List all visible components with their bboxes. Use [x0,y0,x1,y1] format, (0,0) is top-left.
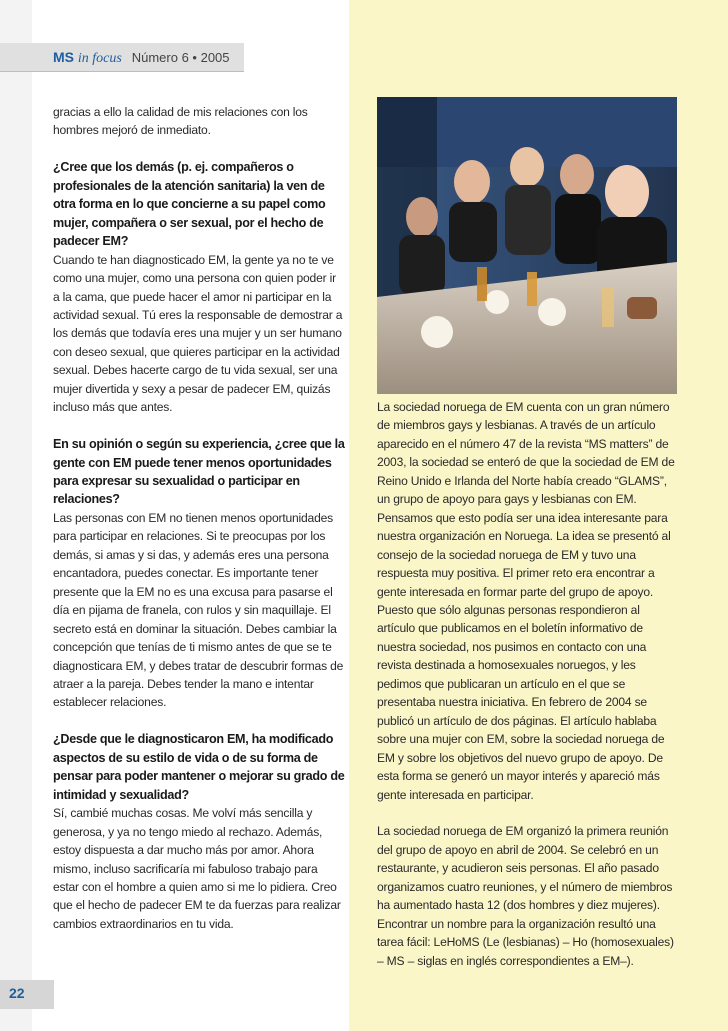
question-3: ¿Desde que le diagnosticaron EM, ha modificado aspectos de su estilo de vida o de su forma de pensar para poder mantener o mejorar su grado de intimidad y sexualidad? [53,732,345,802]
page-number: 22 [9,985,25,1001]
brand-subtitle: in focus [77,51,122,66]
right-column [377,398,679,988]
group-photo-icon [377,97,677,394]
question-1: ¿Cree que los demás (p. ej. compañeros o profesionales de la atención sanitaria) la ven de otra forma en lo que concierne a su papel como mujer, compañera o ser sexual, por el hecho de padecer EM? [53,160,326,249]
qa-block-1 [53,158,345,416]
group-photo [377,97,677,394]
intro-paragraph: gracias a ello la calidad de mis relaciones con los hombres mejoró de inmediato. [53,105,308,138]
left-margin-band [0,0,32,1031]
issue-label: Número 6 • 2005 [131,50,230,65]
question-2: En su opinión o según su experiencia, ¿cree que la gente con EM puede tener menos oportunidades para expresar su sexualidad o participar en relaciones? [53,437,345,507]
brand-name: MS [53,49,74,65]
running-header [53,49,230,67]
qa-block-2 [53,435,345,712]
right-paragraph-2: La sociedad noruega de EM organizó la primera reunión del grupo de apoyo en abril de 2004. Se celebró en un restaurante, y acudieron seis personas. El año pasado organizamos cuatro reuniones, y el número de miembros ha aumentado hasta 12 (dos hombres y diez mujeres). Encontrar un nombre para la organización resultó una tarea fácil: LeHoMS (Le (lesbianas) – Ho (homosexuales) – MS – siglas en inglés correspondientes a EM–). [377,824,674,968]
answer-2: Las personas con EM no tienen menos oportunidades para participar en relaciones. Si te preocupas por los demás, si amas y si das, y además eres una persona encantadora, puedes conectar. Es importante tener presente que la EM no es una excusa para pasarse el día en pijama de franela, con rulos y sin maquillaje. El secreto está en dominar la situación. Debes cambiar la concepción que tenías de ti mismo antes de que se te diagnosticara EM, y debes tratar de descubrir formas de atraer a la pareja. Debes tender la mano e intentar establecer relaciones. [53,510,344,710]
left-column [53,103,345,952]
right-paragraph-1: La sociedad noruega de EM cuenta con un gran número de miembros gays y lesbianas. A través de un artículo aparecido en el número 47 de la revista “MS matters” de 2003, la sociedad se enteró de que la sociedad de EM de Reino Unido e Irlanda del Norte había creado “GLAMS”, un grupo de apoyo para gays y lesbianas con EM. Pensamos que esto podía ser una idea interesante para nuestra organización en Noruega. La idea se presentó al consejo de la sociedad noruega de EM y tuvo una respuesta muy positiva. El primer reto era encontrar a gente interesada en formar parte del grupo de apoyo. Puesto que sólo algunas personas respondieron al artículo que publicamos en el boletín informativo de nuestra sociedad, nos pusimos en contacto con una revista destinada a homosexuales noruegos, y les pedimos que publicaran un artículo en el que se presentaba nuestra iniciativa. En febrero de 2004 se publicó un artículo de dos páginas. El artículo hablaba sobre una mujer con EM, sobre la sociedad noruega de EM y sobre los objetivos del nuevo grupo de apoyo. De esta forma se generó un mayor interés y apareció más gente interesada en participar. [377,400,675,802]
answer-3: Sí, cambié muchas cosas. Me volví más sencilla y generosa, y ya no tengo miedo al rechazo. Además, estoy dispuesta a dar mucho más por amor. Ahora mismo, incluso sacrificaría mi fabuloso trabajo para estar con el hombre a quien amo si me lo pidiera. Creo que el hecho de padecer EM te da fuerzas para realizar cambios extraordinarios en tu vida. [53,806,341,931]
answer-1: Cuando te han diagnosticado EM, la gente ya no te ve como una mujer, como una persona con quien poder ir a la cama, que puede hacer el amor ni participar en la actividad sexual. Tú eres la responsable de demostrar a los demás que todavía eres una mujer y un ser humano con deseo sexual, que quieres participar en la actividad sexual. Debes hacerte cargo de tu vida sexual, ser una mujer divertida y sexy a pesar de padecer EM, quizás incluso más que antes. [53,252,343,415]
qa-block-3 [53,730,345,933]
